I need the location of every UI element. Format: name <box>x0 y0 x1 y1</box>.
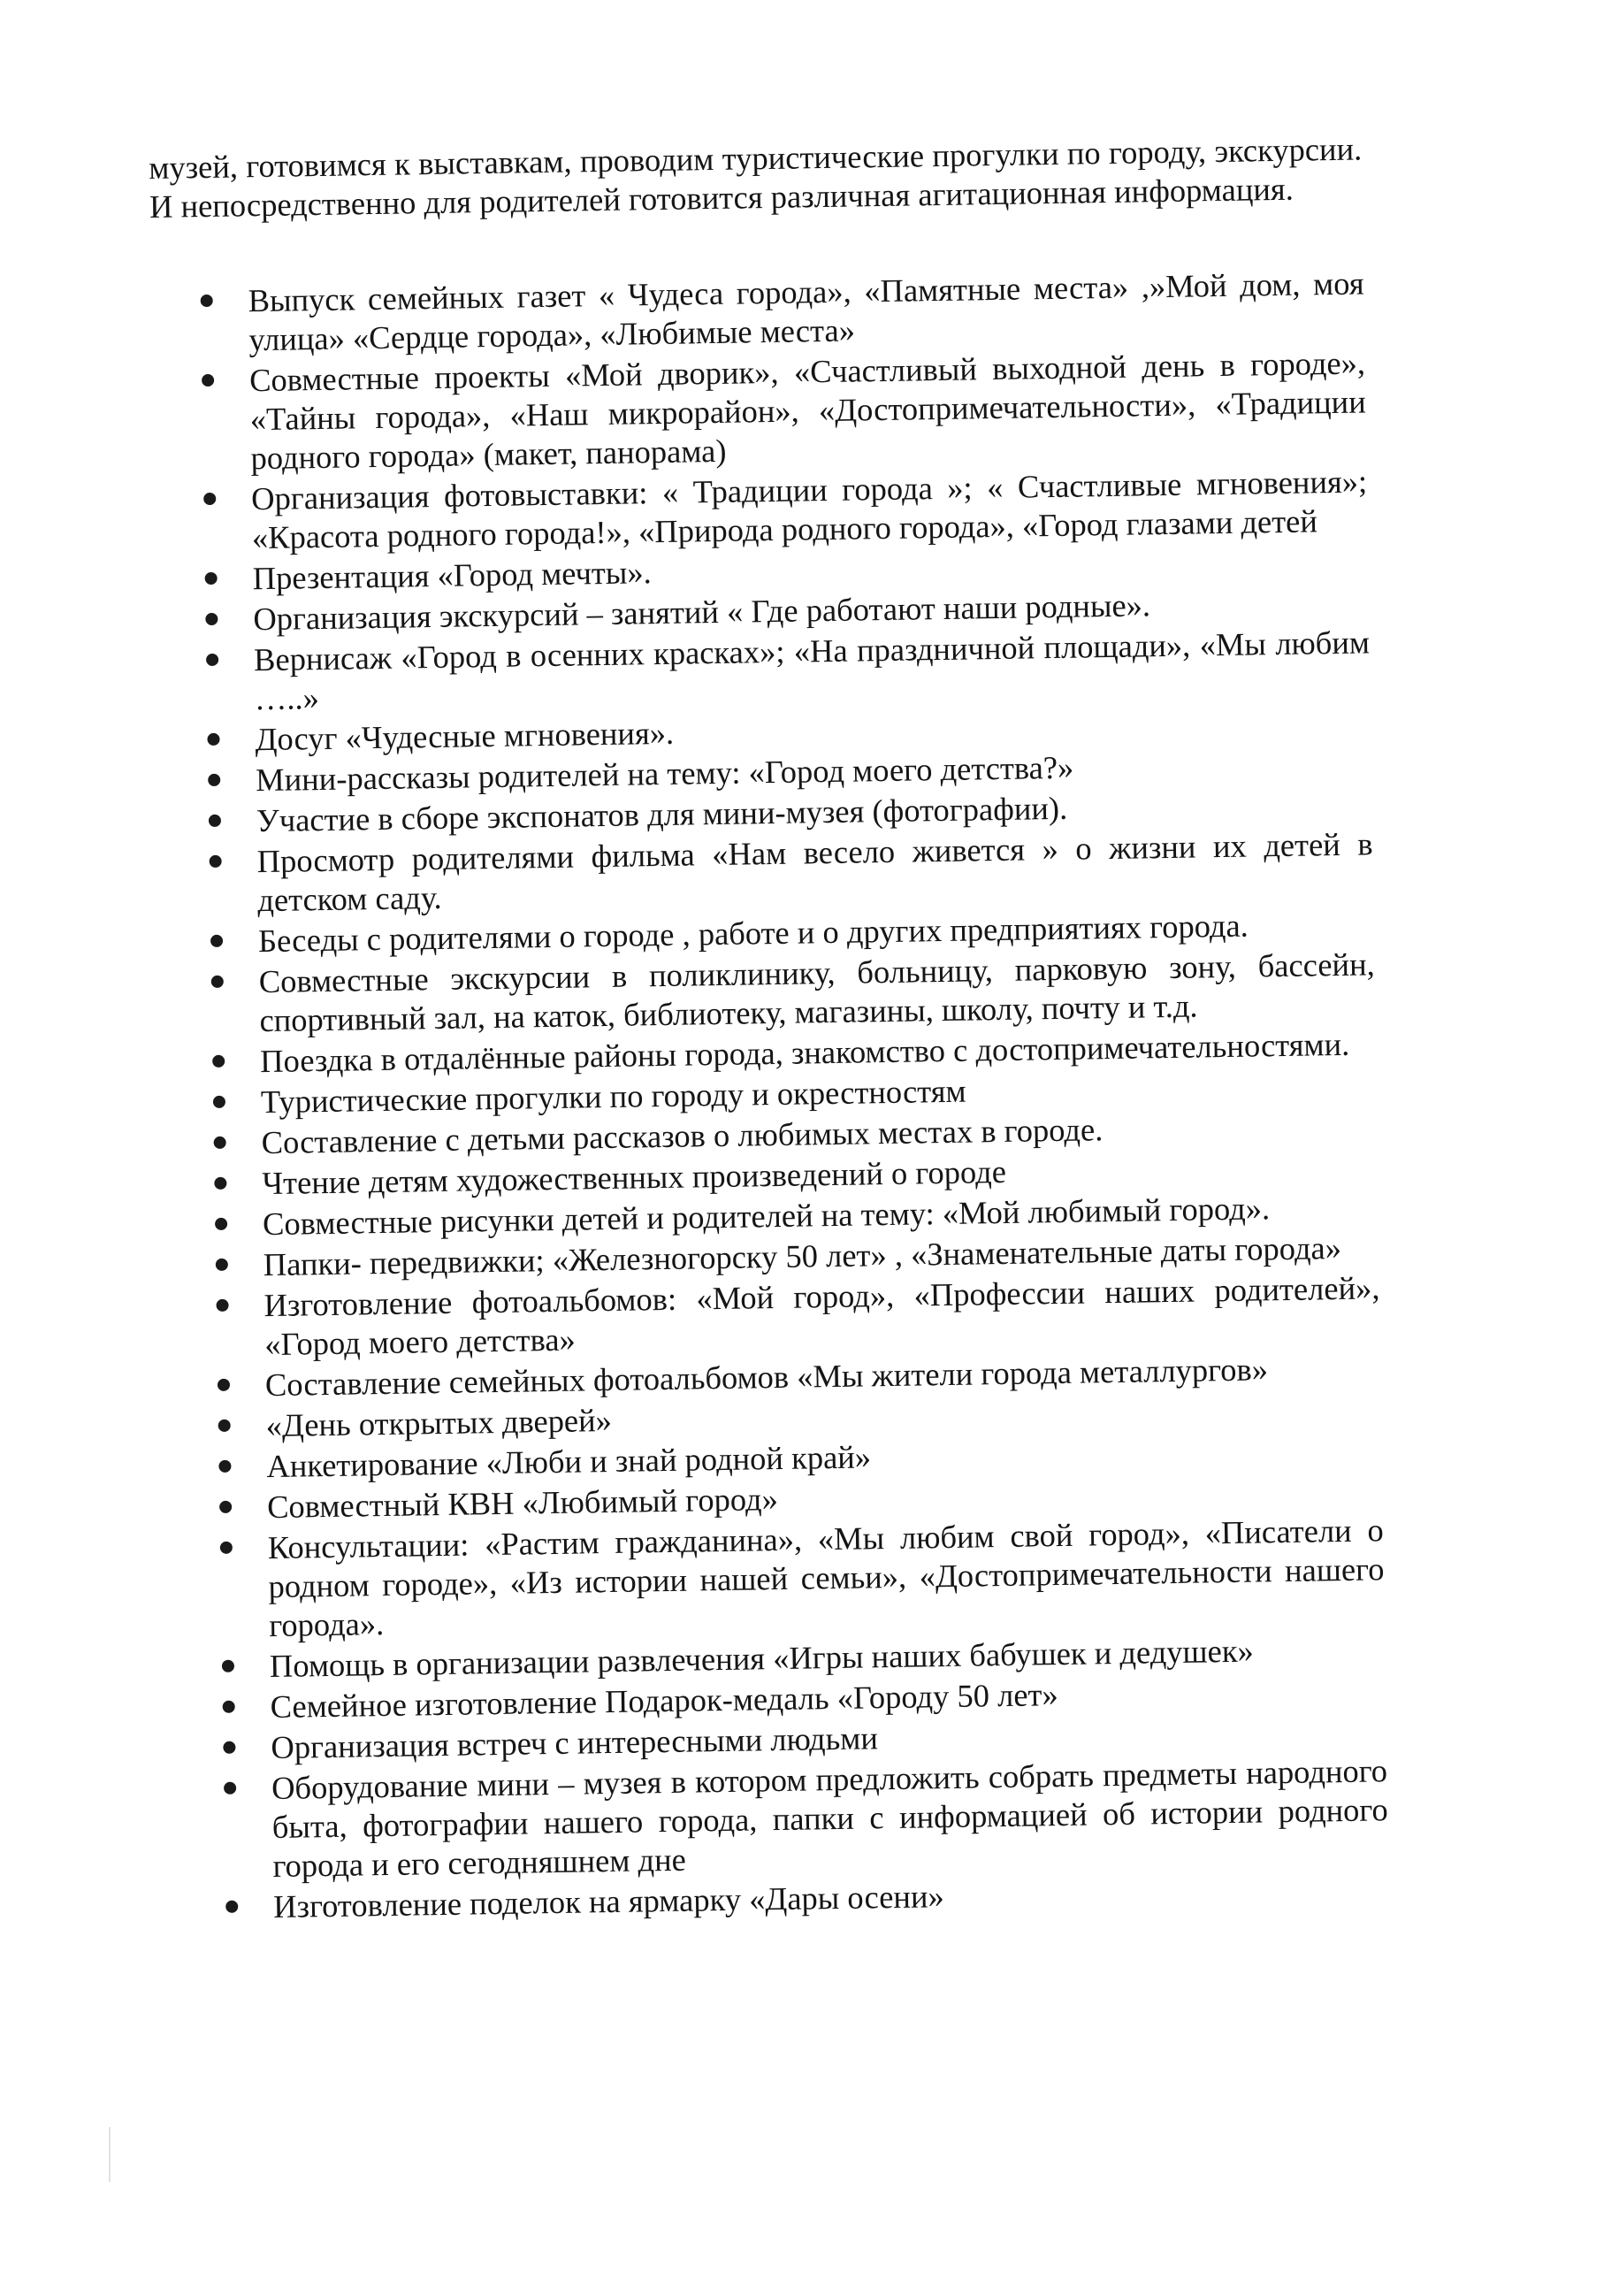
bullet-icon <box>209 815 221 827</box>
bullet-icon <box>208 774 220 786</box>
list-item <box>174 1751 1389 1887</box>
bullet-icon <box>214 1137 226 1149</box>
list-item-text: Презентация «Город мечты». <box>252 554 653 597</box>
list-item-text: Мини-рассказы родителей на тему: «Город моего детства?» <box>255 748 1074 799</box>
bullet-icon <box>202 374 214 386</box>
bullet-icon <box>201 295 213 307</box>
bullet-icon <box>215 1218 227 1230</box>
bullet-icon <box>203 493 216 505</box>
bullet-icon <box>213 1096 225 1108</box>
bullet-icon <box>210 855 222 868</box>
list-item-text: Беседы с родителями о городе , работе и о других предприятиях города. <box>257 907 1249 960</box>
list-item <box>171 1511 1386 1647</box>
list-item-text: Совместный КВН «Любимый город» <box>266 1481 779 1526</box>
list-item-text: Участие в сборе экспонатов для мини-музея (фотографии). <box>256 789 1068 839</box>
list-item-text: Составление семейных фотоальбомов «Мы жители города металлургов» <box>264 1351 1269 1404</box>
bullet-icon <box>205 613 218 625</box>
list-item-text: Выпуск семейных газет « Чудеса города», «Памятные места» ,»Мой дом, моя улица» «Сердце города», «Любимые места» <box>248 264 1364 358</box>
list-item-text: Организация экскурсий – занятий « Где работают наши родные». <box>253 586 1151 638</box>
bullet-icon <box>214 1177 226 1190</box>
scan-margin-mark <box>109 2127 111 2182</box>
list-item-text: Совместные проекты «Мой дворик», «Счастливый выходной день в городе», «Тайны города», «Наш микрорайон», «Достопримечательности», «Традиции родного города» (макет, панорама) <box>248 344 1366 477</box>
page-content <box>149 129 1389 1929</box>
list-item-text: Организация фотовыставки: « Традиции города »; « Счастливые мгновения»; «Красота родного города!», «Природа родного города», «Город глазами детей <box>250 463 1368 556</box>
list-item-text: Изготовление фотоальбомов: «Мой город», «Профессии наших родителей», «Город моего детства» <box>263 1269 1380 1363</box>
intro-paragraph: музей, готовимся к выставкам, проводим туристические прогулки по городу, экскурсии. И непосредственно для родителей готовится различная агитационная информация. <box>149 130 1363 225</box>
list-item-text: Изготовление поделок на ярмарку «Дары осени» <box>272 1878 944 1925</box>
bullet-icon <box>205 572 218 585</box>
bullet-icon <box>207 733 219 746</box>
list-item-text: Совместные экскурсии в поликлинику, больницу, парковую зону, бассейн, спортивный зал, на каток, библиотеку, магазины, школу, почту и т.д. <box>258 945 1375 1039</box>
bullet-icon <box>223 1741 235 1754</box>
list-item-text: «День открытых дверей» <box>265 1401 613 1444</box>
bullet-icon <box>222 1660 234 1672</box>
bullet-icon <box>220 1542 233 1554</box>
list-item-text: Консультации: «Растим гражданина», «Мы любим свой город», «Писатели о родном городе», «Из истории нашей семьи», «Достопримечательности нашего города». <box>267 1512 1385 1644</box>
bullet-icon <box>224 1782 236 1795</box>
bullet-icon <box>218 1460 231 1473</box>
list-item-text: Чтение детям художественных произведений о городе <box>262 1152 1007 1202</box>
list-item-text: Организация встреч с интересными людьми <box>271 1719 879 1766</box>
bullet-icon <box>211 976 224 988</box>
bullet-icon <box>223 1701 235 1713</box>
list-item-text: Вернисаж «Город в осенних красках»; «На праздничной площади», «Мы любим …..» <box>253 624 1371 717</box>
bullet-icon <box>225 1901 238 1913</box>
list-item-text: Туристические прогулки по городу и окрестностям <box>260 1072 966 1121</box>
bullet-icon <box>212 1055 225 1068</box>
list-item-text: Поездка в отдалённые районы города, знакомство с достопримечательностями. <box>259 1025 1350 1080</box>
list-item-text: Просмотр родителями фильма «Нам весело живется » о жизни их детей в детском саду. <box>256 825 1373 919</box>
bullet-icon <box>218 1379 230 1391</box>
list-item-text: Досуг «Чудесные мгновения». <box>255 714 675 758</box>
list-item <box>152 343 1367 479</box>
bullet-icon <box>216 1259 228 1271</box>
bullet-icon <box>206 654 218 666</box>
list-item-text: Составление с детьми рассказов о любимых местах в городе. <box>261 1111 1104 1161</box>
list-item-text: Папки- передвижки; «Железногорску 50 лет» , «Знаменательные даты города» <box>263 1228 1342 1283</box>
bullet-icon <box>218 1420 231 1432</box>
bullet-icon <box>216 1299 228 1312</box>
activities-list <box>150 264 1389 1927</box>
bullet-icon <box>219 1501 232 1513</box>
bullet-icon <box>210 935 223 947</box>
list-item-text: Помощь в организации развлечения «Игры наших бабушек и дедушек» <box>269 1632 1255 1685</box>
list-item-text: Оборудование мини – музея в котором предложить собрать предметы народного быта, фотографии нашего города, папки с информацией об истории родного города и его сегодняшнем дне <box>271 1752 1388 1885</box>
list-item-text: Анкетирование «Люби и знай родной край» <box>266 1438 872 1485</box>
list-item-text: Совместные рисунки детей и родителей на тему: «Мой любимый город». <box>262 1190 1271 1243</box>
list-item-text: Семейное изготовление Подарок-медаль «Городу 50 лет» <box>270 1676 1058 1726</box>
